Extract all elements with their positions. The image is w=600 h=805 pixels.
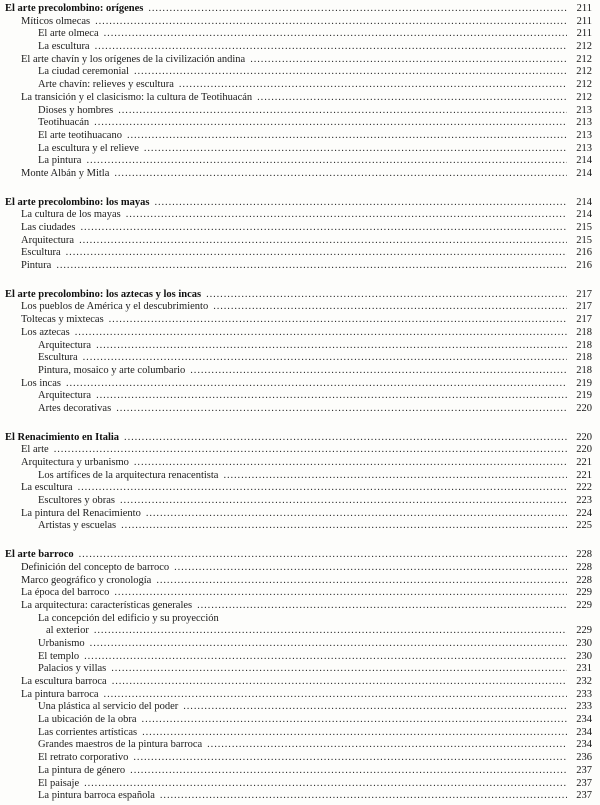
toc-section-title-row — [5, 289, 592, 302]
toc-section-title-row — [5, 197, 592, 210]
toc-section — [5, 549, 592, 803]
toc-page-number: 211 — [576, 28, 592, 40]
toc-page-number: 229 — [576, 587, 592, 599]
toc-page-number: 213 — [576, 104, 592, 116]
dot-leader — [213, 301, 567, 314]
toc-entry-row — [5, 482, 592, 495]
toc-section — [5, 289, 592, 416]
toc-entry-row — [5, 54, 592, 67]
toc-entry-row — [5, 314, 592, 327]
dot-leader — [109, 314, 567, 327]
toc-entry-row — [5, 16, 592, 29]
toc-entry-label: La ciudad ceremonial — [38, 66, 129, 78]
dot-leader — [75, 327, 567, 340]
toc-entry-row — [5, 790, 592, 803]
toc-page-number: 231 — [576, 663, 592, 675]
toc-page-number: 212 — [576, 41, 592, 53]
dot-leader — [94, 117, 567, 130]
dot-leader — [81, 222, 567, 235]
dot-leader — [116, 403, 567, 416]
toc-page-number: 212 — [576, 66, 592, 78]
toc-entry-row — [5, 739, 592, 752]
toc-entry-label: La pintura de género — [38, 764, 126, 776]
toc-page-number: 214 — [576, 196, 592, 208]
toc-entry-label: Las corrientes artísticas — [38, 726, 138, 738]
toc-entry-label: Arquitectura — [38, 390, 92, 402]
toc-page-number: 225 — [576, 520, 592, 532]
toc-page-number: 216 — [576, 247, 592, 259]
toc-page-number: 223 — [576, 495, 592, 507]
toc-section-title: El arte precolombino: los mayas — [5, 196, 150, 208]
toc-entry-row — [5, 168, 592, 181]
dot-leader — [95, 41, 567, 54]
toc-entry-label: Pintura — [21, 260, 52, 272]
toc-section-title-row — [5, 432, 592, 445]
toc-entry-row — [5, 663, 592, 676]
toc-page-number: 214 — [576, 209, 592, 221]
toc-page-number: 215 — [576, 222, 592, 233]
toc-entry-row — [5, 638, 592, 651]
toc-page-number: 229 — [576, 599, 592, 611]
dot-leader — [134, 457, 567, 470]
toc-entry-row — [5, 378, 592, 391]
toc-entry-row — [5, 651, 592, 664]
toc-entry-row — [5, 235, 592, 248]
toc-entry-label: La cultura de los mayas — [21, 209, 121, 221]
toc-page-number: 217 — [576, 288, 592, 300]
toc-page-number: 218 — [576, 339, 592, 351]
dot-leader — [126, 209, 567, 222]
dot-leader — [104, 689, 567, 702]
toc-page-number: 237 — [576, 790, 592, 802]
dot-leader — [66, 247, 567, 260]
dot-leader — [56, 260, 567, 273]
toc-entry-label: Arquitectura y urbanismo — [21, 457, 129, 468]
toc-page-number: 236 — [576, 752, 592, 764]
toc-entry-row — [5, 587, 592, 600]
toc-section-title: El arte precolombino: los aztecas y los incas — [5, 288, 202, 300]
toc-page-number: 218 — [576, 352, 592, 364]
toc-entry-label: El arte teotihuacano — [38, 129, 122, 141]
toc-entry-row — [5, 105, 592, 118]
toc-entry-label: Artes decorativas — [38, 402, 112, 414]
dot-leader — [197, 600, 567, 613]
toc-entry-row — [5, 66, 592, 79]
toc-entry-label: La pintura — [38, 155, 82, 167]
dot-leader — [148, 3, 567, 16]
dot-leader — [223, 470, 567, 483]
toc-page-number: 220 — [576, 444, 592, 456]
dot-leader — [79, 549, 567, 562]
dot-leader — [160, 790, 567, 803]
dot-leader — [207, 739, 567, 752]
toc-page-number: 215 — [576, 234, 592, 246]
toc-entry-label: Artistas y escuelas — [38, 520, 117, 532]
toc-list — [5, 3, 592, 803]
dot-leader — [96, 340, 567, 353]
toc-page-number: 230 — [576, 650, 592, 662]
toc-section-title-row — [5, 3, 592, 16]
toc-entry-label: Pintura, mosaico y arte columbario — [38, 364, 186, 376]
toc-page-number: 213 — [576, 142, 592, 154]
toc-entry-label: La arquitectura: características generales — [21, 599, 193, 611]
toc-entry-label: Arquitectura — [38, 339, 92, 351]
toc-page-number: 219 — [576, 390, 592, 402]
toc-page-number: 216 — [576, 260, 592, 272]
dot-leader — [183, 701, 567, 714]
toc-entry-row — [5, 457, 592, 470]
dot-leader — [104, 28, 567, 41]
toc-entry-label: Los artífices de la arquitectura renacentista — [38, 469, 219, 481]
toc-entry-label: La ubicación de la obra — [38, 714, 137, 726]
dot-leader — [250, 54, 567, 67]
toc-entry-label: Los incas — [21, 377, 61, 389]
dot-leader — [84, 651, 567, 664]
toc-entry-row — [5, 444, 592, 457]
toc-section-title: El Renacimiento en Italia — [5, 431, 120, 443]
toc-entry-label: Escultores y obras — [38, 495, 115, 507]
toc-entry-row — [5, 327, 592, 340]
toc-section — [5, 3, 592, 181]
toc-entry-row — [5, 778, 592, 791]
toc-entry-label: Teotihuacán — [38, 117, 90, 129]
toc-entry-label: La pintura barroca española — [38, 790, 155, 802]
toc-section-title-row — [5, 549, 592, 562]
toc-entry-label: El paisaje — [38, 777, 80, 789]
dot-leader — [127, 130, 567, 143]
toc-entry-label: Los aztecas — [21, 326, 70, 338]
toc-entry-label: La escultura y el relieve — [38, 142, 139, 154]
toc-entry-label: Definición del concepto de barroco — [21, 561, 170, 573]
toc-entry-row — [5, 714, 592, 727]
dot-leader — [54, 444, 567, 457]
toc-entry-row — [5, 689, 592, 702]
toc-page-number: 234 — [576, 714, 592, 726]
toc-entry-row — [5, 765, 592, 778]
toc-page-number: 224 — [576, 507, 592, 519]
toc-entry-row — [5, 260, 592, 273]
toc-page-number: 214 — [576, 167, 592, 179]
toc-entry-label: La pintura del Renacimiento — [21, 507, 141, 519]
toc-page-number: 228 — [576, 561, 592, 573]
dot-leader — [114, 168, 567, 181]
dot-leader — [190, 365, 567, 378]
toc-page-number: 212 — [576, 53, 592, 65]
dot-leader — [114, 587, 567, 600]
toc-entry-label: Palacios y villas — [38, 663, 107, 675]
toc-entry-label: La escultura — [21, 482, 73, 494]
dot-leader — [86, 155, 567, 168]
toc-page-number: 228 — [576, 549, 592, 561]
toc-page-number: 232 — [576, 676, 592, 687]
dot-leader — [156, 575, 567, 588]
toc-entry-label: Escultura — [38, 352, 78, 364]
dot-leader — [79, 235, 567, 248]
toc-entry-row — [5, 209, 592, 222]
toc-entry-row — [5, 470, 592, 483]
toc-section — [5, 432, 592, 534]
toc-page-number: 234 — [576, 739, 592, 751]
dot-leader — [94, 625, 567, 638]
toc-entry-row — [5, 676, 592, 689]
toc-page-number: 218 — [576, 326, 592, 338]
dot-leader — [66, 378, 567, 391]
toc-entry-label: Grandes maestros de la pintura barroca — [38, 739, 203, 751]
dot-leader — [174, 562, 567, 575]
dot-leader — [130, 765, 567, 778]
dot-leader — [134, 66, 567, 79]
toc-page-number: 237 — [576, 764, 592, 776]
toc-entry-row — [5, 562, 592, 575]
toc-entry-label: La época del barroco — [21, 587, 110, 599]
dot-leader — [133, 752, 567, 765]
toc-section-title: El arte barroco — [5, 549, 74, 561]
toc-entry-row — [5, 727, 592, 740]
toc-page-number: 237 — [576, 777, 592, 789]
dot-leader — [90, 638, 567, 651]
toc-entry-label: Monte Albán y Mitla — [21, 167, 110, 179]
toc-entry-label: Una plástica al servicio del poder — [38, 701, 179, 713]
dot-leader — [206, 289, 567, 302]
toc-entry-label: Marco geográfico y cronología — [21, 574, 152, 586]
dot-leader — [111, 663, 567, 676]
dot-leader — [83, 352, 567, 365]
toc-entry-label: La concepción del edificio y su proyección — [38, 612, 219, 624]
toc-page-number: 212 — [576, 79, 592, 91]
toc-entry-label: El templo — [38, 650, 80, 662]
toc-entry-row — [5, 520, 592, 533]
toc-entry-row — [5, 613, 592, 626]
toc-entry-row — [5, 155, 592, 168]
toc-entry-label: La transición y el clasicismo: la cultura de Teotihuacán — [21, 91, 253, 103]
toc-entry-label: El arte olmeca — [38, 28, 99, 40]
toc-entry-row — [5, 495, 592, 508]
toc-entry-label: Míticos olmecas — [21, 15, 91, 27]
dot-leader — [154, 197, 567, 210]
toc-page-number: 229 — [576, 625, 592, 637]
dot-leader — [146, 508, 567, 521]
toc-page-number: 212 — [576, 91, 592, 103]
toc-entry-row — [5, 575, 592, 588]
toc-entry-row — [5, 92, 592, 105]
toc-page-number: 221 — [576, 469, 592, 481]
dot-leader — [142, 714, 567, 727]
dot-leader — [124, 432, 567, 445]
toc-page-number: 219 — [576, 377, 592, 389]
toc-entry-row — [5, 365, 592, 378]
toc-entry-label: Arte chavín: relieves y escultura — [38, 79, 174, 91]
toc-page-number: 221 — [576, 457, 592, 468]
dot-leader — [78, 482, 567, 495]
toc-entry-label: Los pueblos de América y el descubrimiento — [21, 301, 209, 313]
dot-leader — [95, 16, 567, 29]
dot-leader — [118, 105, 567, 118]
toc-page-number: 228 — [576, 574, 592, 586]
toc-page-number: 233 — [576, 688, 592, 700]
dot-leader — [142, 727, 567, 740]
toc-entry-label: La pintura barroca — [21, 688, 99, 700]
toc-entry-label: Urbanismo — [38, 637, 85, 649]
dot-leader — [112, 676, 567, 689]
toc-entry-row — [5, 41, 592, 54]
toc-entry-label: El retrato corporativo — [38, 752, 129, 764]
toc-page-number: 211 — [576, 3, 592, 14]
toc-page-number: 211 — [576, 15, 592, 27]
toc-entry-row — [5, 352, 592, 365]
toc-entry-row — [5, 247, 592, 260]
toc-page-number: 217 — [576, 301, 592, 313]
toc-entry-label: Toltecas y mixtecas — [21, 314, 104, 326]
toc-entry-row — [5, 752, 592, 765]
toc-entry-row — [5, 508, 592, 521]
dot-leader — [144, 143, 567, 156]
toc-entry-label: El arte chavín y los orígenes de la civilización andina — [21, 53, 246, 65]
toc-entry-label: El arte — [21, 444, 49, 456]
toc-page-number: 234 — [576, 726, 592, 738]
toc-section — [5, 197, 592, 273]
toc-entry-row — [5, 600, 592, 613]
toc-page-number: 214 — [576, 155, 592, 167]
toc-entry-row — [5, 28, 592, 41]
toc-entry-label: La escultura barroca — [21, 676, 107, 687]
toc-entry-row — [5, 117, 592, 130]
toc-entry-row — [5, 625, 592, 638]
toc-page-number: 213 — [576, 129, 592, 141]
toc-page-number: 220 — [576, 402, 592, 414]
toc-page-number: 213 — [576, 117, 592, 129]
toc-page-number: 217 — [576, 314, 592, 326]
toc-entry-row — [5, 79, 592, 92]
dot-leader — [96, 390, 567, 403]
toc-page-number: 233 — [576, 701, 592, 713]
toc-page-number: 230 — [576, 637, 592, 649]
dot-leader — [120, 495, 567, 508]
dot-leader — [179, 79, 567, 92]
toc-entry-label: Escultura — [21, 247, 61, 259]
toc-entry-row — [5, 143, 592, 156]
toc-entry-row — [5, 390, 592, 403]
toc-entry-label: La escultura — [38, 41, 90, 53]
dot-leader — [84, 778, 567, 791]
toc-page-number: 220 — [576, 431, 592, 443]
toc-page-number: 222 — [576, 482, 592, 494]
toc-page-number: 218 — [576, 364, 592, 376]
toc-entry-label: Arquitectura — [21, 234, 75, 246]
dot-leader — [121, 520, 567, 533]
toc-entry-label: Dioses y hombres — [38, 104, 114, 116]
toc-entry-label: al exterior — [46, 625, 89, 637]
toc-section-title: El arte precolombino: orígenes — [5, 3, 144, 14]
toc-entry-row — [5, 403, 592, 416]
dot-leader — [257, 92, 567, 105]
toc-entry-row — [5, 301, 592, 314]
toc-entry-row — [5, 222, 592, 235]
toc-entry-row — [5, 340, 592, 353]
toc-entry-row — [5, 130, 592, 143]
toc-entry-label: Las ciudades — [21, 222, 76, 233]
toc-entry-row — [5, 701, 592, 714]
